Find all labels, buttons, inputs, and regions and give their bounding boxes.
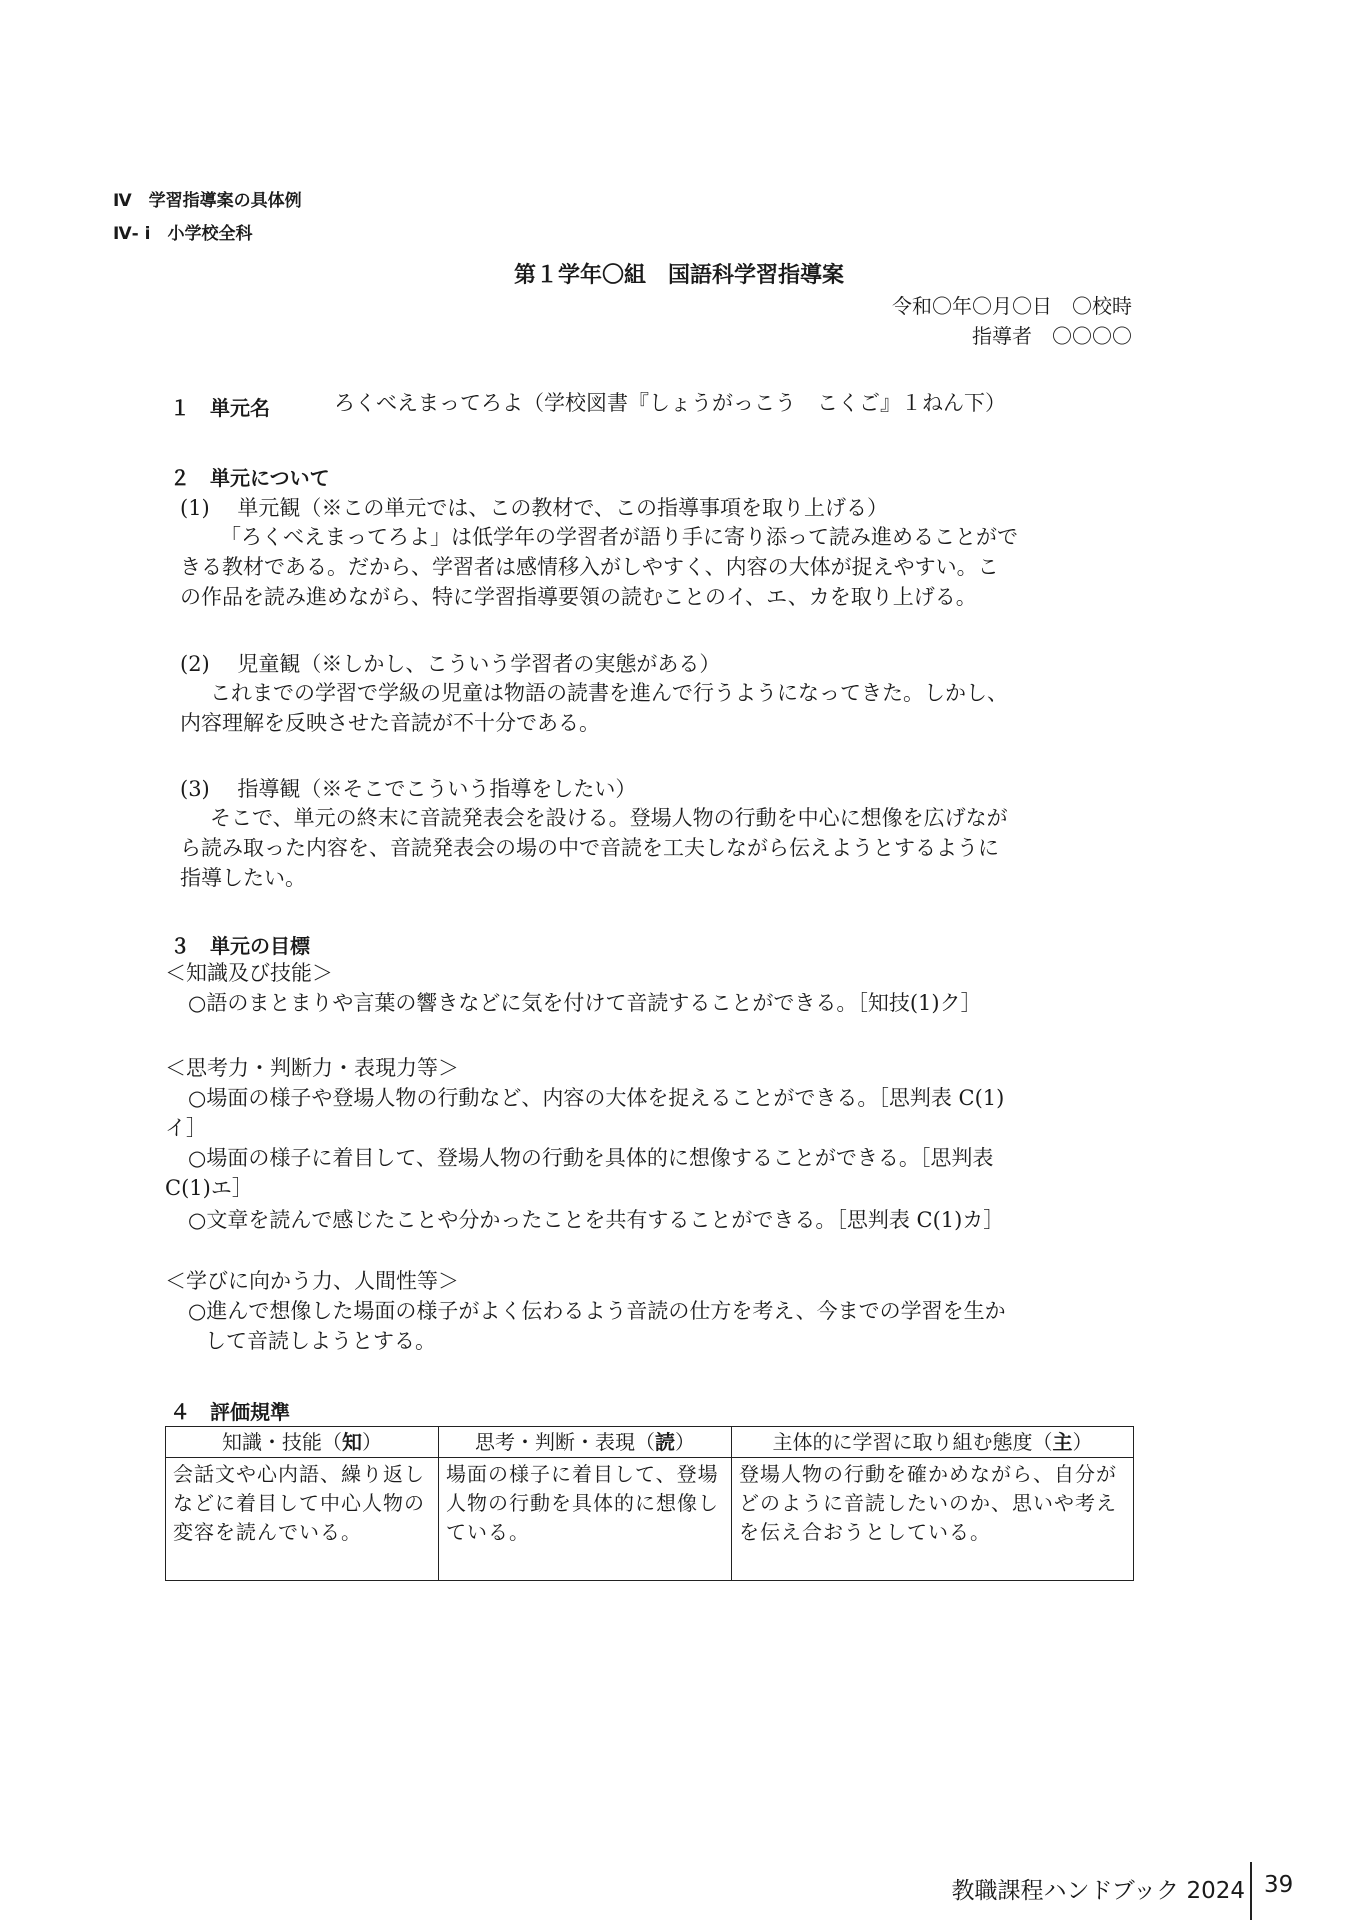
section1-heading: １ 単元名 bbox=[170, 396, 270, 420]
subchapter-header: Ⅳ- i 小学校全科 bbox=[113, 224, 253, 244]
thinking-goal-1-cont: イ］ bbox=[165, 1116, 207, 1140]
column-header-thinking: 思考・判断・表現（読） bbox=[439, 1427, 732, 1458]
section4-heading: ４ 評価規準 bbox=[170, 1400, 290, 1424]
section2-sub2-line: 内容理解を反映させた音読が不十分である。 bbox=[180, 711, 600, 735]
table-header-row bbox=[166, 1427, 1134, 1458]
attitude-goal-cont: して音読しようとする。 bbox=[205, 1329, 436, 1353]
criterion-knowledge: 会話文や心内語、繰り返しなどに着目して中心人物の変容を読んでいる。 bbox=[166, 1458, 439, 1581]
thinking-goal-1: ○場面の様子や登場人物の行動など、内容の大体を捉えることができる。［思判表 C(1) bbox=[188, 1086, 1005, 1110]
page-number: 39 bbox=[1264, 1872, 1294, 1898]
section2-sub3-heading: (3) 指導観（※そこでこういう指導をしたい） bbox=[180, 777, 637, 801]
evaluation-table bbox=[165, 1426, 1134, 1581]
thinking-goal-2: ○場面の様子に着目して、登場人物の行動を具体的に想像することができる。［思判表 bbox=[188, 1146, 994, 1170]
chapter-header: Ⅳ 学習指導案の具体例 bbox=[113, 191, 302, 211]
thinking-goal-2-cont: C(1)エ］ bbox=[165, 1176, 253, 1200]
date-line: 令和〇年〇月〇日 〇校時 bbox=[892, 294, 1132, 318]
section2-sub1-line: きる教材である。だから、学習者は感情移入がしやすく、内容の大体が捉えやすい。こ bbox=[180, 555, 999, 579]
column-header-attitude: 主体的に学習に取り組む態度（主） bbox=[732, 1427, 1134, 1458]
thinking-goal-3: ○文章を読んで感じたことや分かったことを共有することができる。［思判表 C(1)カ］ bbox=[188, 1208, 1005, 1232]
unit-name: ろくべえまってろよ（学校図書『しょうがっこう こくご』１ねん下） bbox=[334, 391, 1006, 415]
column-mark: 知 bbox=[342, 1430, 362, 1454]
attitude-heading: ＜学びに向かう力、人間性等＞ bbox=[165, 1269, 459, 1293]
table-row bbox=[166, 1458, 1134, 1581]
section2-sub1-heading: (1) 単元観（※この単元では、この教材で、この指導事項を取り上げる） bbox=[180, 496, 888, 520]
criterion-thinking: 場面の様子に着目して、登場人物の行動を具体的に想像している。 bbox=[439, 1458, 732, 1581]
column-mark: 主 bbox=[1052, 1430, 1073, 1454]
knowledge-heading: ＜知識及び技能＞ bbox=[165, 961, 333, 985]
section2-sub3-line: そこで、単元の終末に音読発表会を設ける。登場人物の行動を中心に想像を広げなが bbox=[210, 806, 1008, 830]
teacher-line: 指導者 〇〇〇〇 bbox=[972, 324, 1132, 348]
thinking-heading: ＜思考力・判断力・表現力等＞ bbox=[165, 1056, 459, 1080]
criterion-attitude: 登場人物の行動を確かめながら、自分がどのように音読したいのか、思いや考えを伝え合おうとしている。 bbox=[732, 1458, 1134, 1581]
section3-heading: ３ 単元の目標 bbox=[170, 934, 310, 958]
footer-book-title: 教職課程ハンドブック 2024 bbox=[951, 1878, 1245, 1904]
knowledge-goal: ○語のまとまりや言葉の響きなどに気を付けて音読することができる。［知技(1)ク］ bbox=[188, 991, 982, 1015]
footer-divider bbox=[1250, 1862, 1252, 1920]
section2-sub2-heading: (2) 児童観（※しかし、こういう学習者の実態がある） bbox=[180, 652, 721, 676]
attitude-goal: ○進んで想像した場面の様子がよく伝わるよう音読の仕方を考え、今までの学習を生か bbox=[188, 1299, 1006, 1323]
section2-heading: ２ 単元について bbox=[170, 466, 330, 490]
section2-sub3-line: ら読み取った内容を、音読発表会の場の中で音読を工夫しながら伝えようとするように bbox=[180, 836, 999, 860]
section2-sub2-line: これまでの学習で学級の児童は物語の読書を進んで行うようになってきた。しかし、 bbox=[210, 681, 1008, 705]
section2-sub3-line: 指導したい。 bbox=[180, 866, 306, 890]
section2-sub1-line: の作品を読み進めながら、特に学習指導要領の読むことのイ、エ、カを取り上げる。 bbox=[180, 585, 977, 609]
column-header-knowledge: 知識・技能（知） bbox=[166, 1427, 439, 1458]
section2-sub1-line: 「ろくべえまってろよ」は低学年の学習者が語り手に寄り添って読み進めることがで bbox=[220, 525, 1018, 549]
column-mark: 読 bbox=[655, 1430, 675, 1454]
document-title: 第１学年〇組 国語科学習指導案 bbox=[513, 263, 844, 288]
